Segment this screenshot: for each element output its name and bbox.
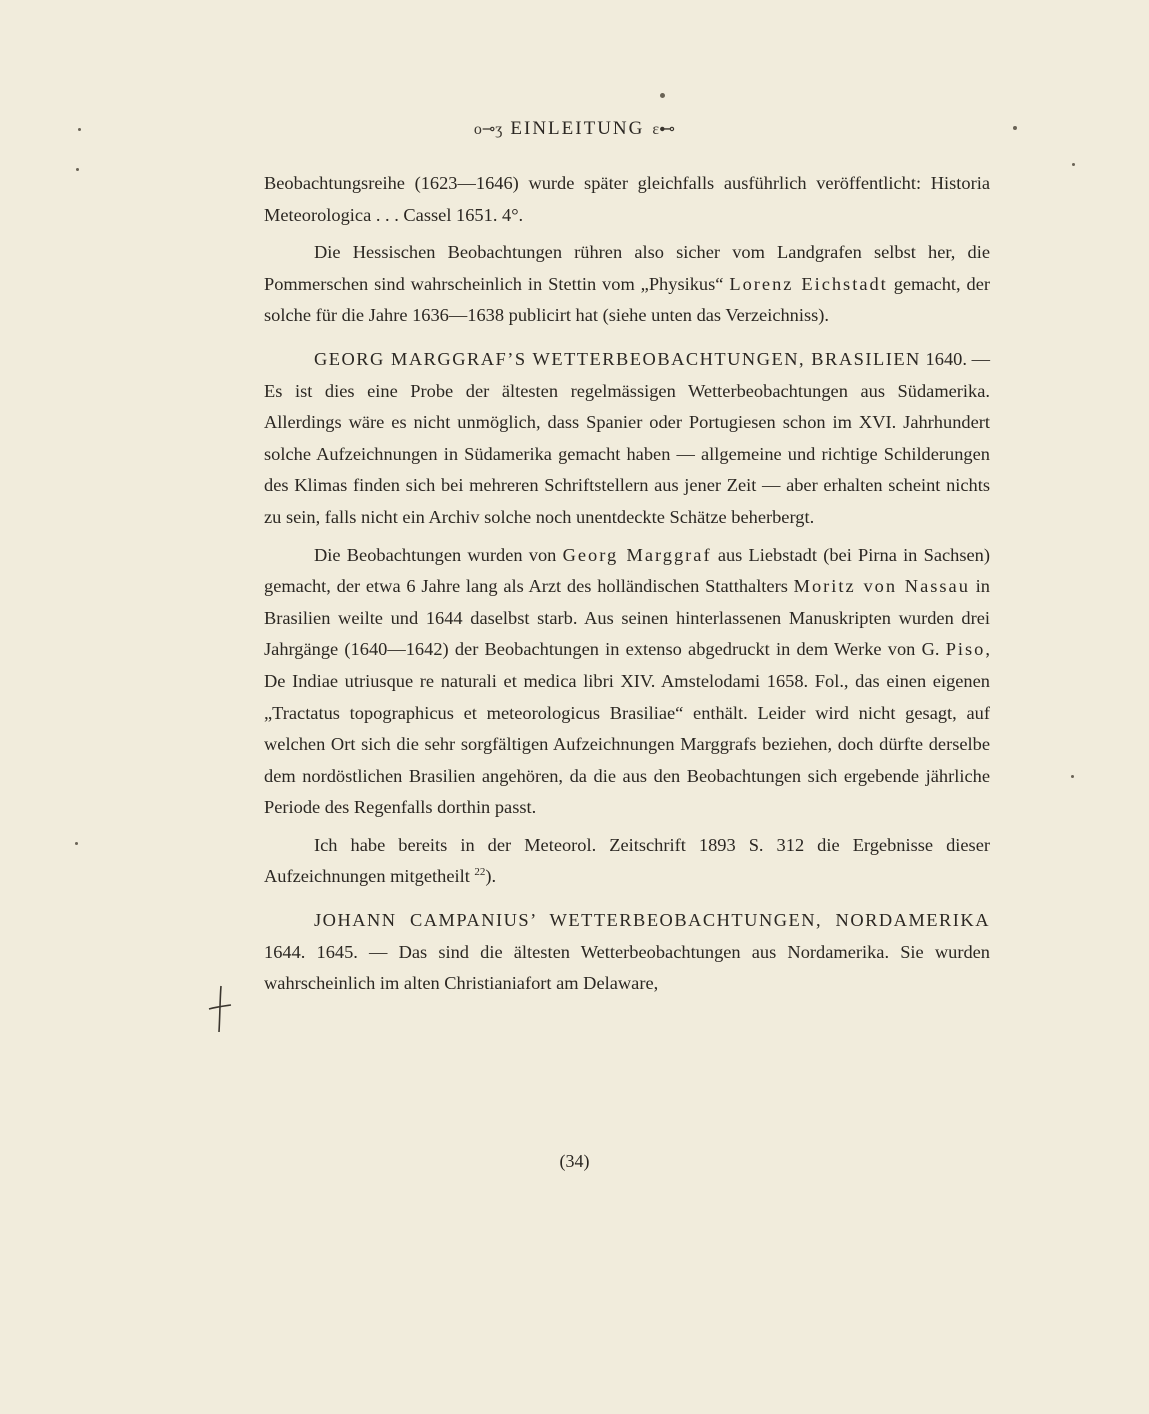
print-speck [1071,775,1074,778]
paragraph-meteorol-zeitschrift [264,830,990,893]
paragraph-hessian-observations [264,237,990,332]
ornament-left-icon: o⊸ʒ [473,121,503,138]
paragraph-text: gemacht, der solche für die Jahre 1636—1638 publicirt hat (siehe unten das Verzeichniss). [264,273,990,326]
person-name: Lorenz Eichstadt [729,273,888,294]
print-speck [1072,163,1075,166]
paragraph-text: Ich habe bereits in der Meteorol. Zeitschrift 1893 S. 312 die Ergebnisse dieser Aufzeichnungen mitgetheilt [264,834,990,887]
print-speck [660,93,665,98]
section-text: 1640. — Es ist dies eine Probe der ältesten regelmässigen Wetterbeobachtungen aus Südamerika. Allerdings wäre es nicht unmöglich, dass Spanier oder Portugiesen schon im XVI. Jahrhundert solche Aufzeichnungen in Südamerika gemacht haben — allgemeine und richtige Schilderungen des Klimas finden sich bei mehreren Schriftstellern aus jener Zeit — aber erhalten scheint nichts zu sein, falls nicht ein Archiv solche noch unentdeckte Schätze beherbergt. [264,348,991,527]
section-campanius [264,905,990,1000]
running-header [0,118,1149,140]
paragraph-marggraf-details [264,540,990,824]
print-speck [76,168,79,171]
section-heading: JOHANN CAMPANIUS’ WETTERBEOBACHTUNGEN, NORDAMERIKA [314,910,990,931]
handwritten-cross-mark-icon [208,984,232,1034]
body-text [264,168,990,1000]
ornament-right-icon: ɛ⊷ [652,121,676,138]
print-speck [75,842,78,845]
paragraph-text: Die Beobachtungen wurden von [314,544,557,565]
paragraph-text: Die Hessischen Beobachtungen rühren also sicher vom Landgrafen selbst her, die Pommerschen sind wahrscheinlich in Stettin vom „Physikus“ [264,242,990,294]
person-name: Piso [945,639,986,660]
section-heading: GEORG MARGGRAF’S WETTERBEOBACHTUNGEN, BRASILIEN [314,348,921,369]
section-marggraf [264,344,990,534]
paragraph-text: aus Liebstadt (bei Pirna in Sachsen) gemacht, der etwa 6 Jahre lang als Arzt des holländischen Statthalters [264,544,990,597]
paragraph-text: ). [485,866,497,887]
paragraph-text: in Brasilien weilte und 1644 daselbst starb. Aus seinen hinterlassenen Manuskripten wurden drei Jahrgänge (1640—1642) der Beobachtungen in extenso abgedruckt in dem Werke von G. [264,576,990,660]
section-text: 1644. 1645. — Das sind die ältesten Wetterbeobachtungen aus Nordamerika. Sie wurden wahrscheinlich im alten Christianiafort am Delaware, [264,941,990,994]
paragraph-continuation: Beobachtungsreihe (1623—1646) wurde später gleichfalls ausführlich veröffentlicht: Historia Meteorologica . . . Cassel 1651. 4°. [264,173,990,225]
person-name: Moritz von Nassau [793,576,970,597]
person-name: Georg Marggraf [562,544,712,565]
page-number: (34) [559,1151,590,1171]
paragraph-text: , De Indiae utriusque re naturali et medica libri XIV. Amstelodami 1658. Fol., das einen eigenen „Tractatus topographicus et meteorologicus Brasiliae“ enthält. Leider wird nicht gesagt, auf welchen Ort sich die sehr sorgfältigen Aufzeichnungen Marggrafs beziehen, doch dürfte derselbe dem nordöstlichen Brasilien angehören, da die aus den Beobachtungen sich ergebende jährliche Periode des Regenfalls dorthin passt. [264,639,990,818]
footnote-reference[interactable]: 22 [474,866,486,879]
header-title: EINLEITUNG [510,118,645,139]
